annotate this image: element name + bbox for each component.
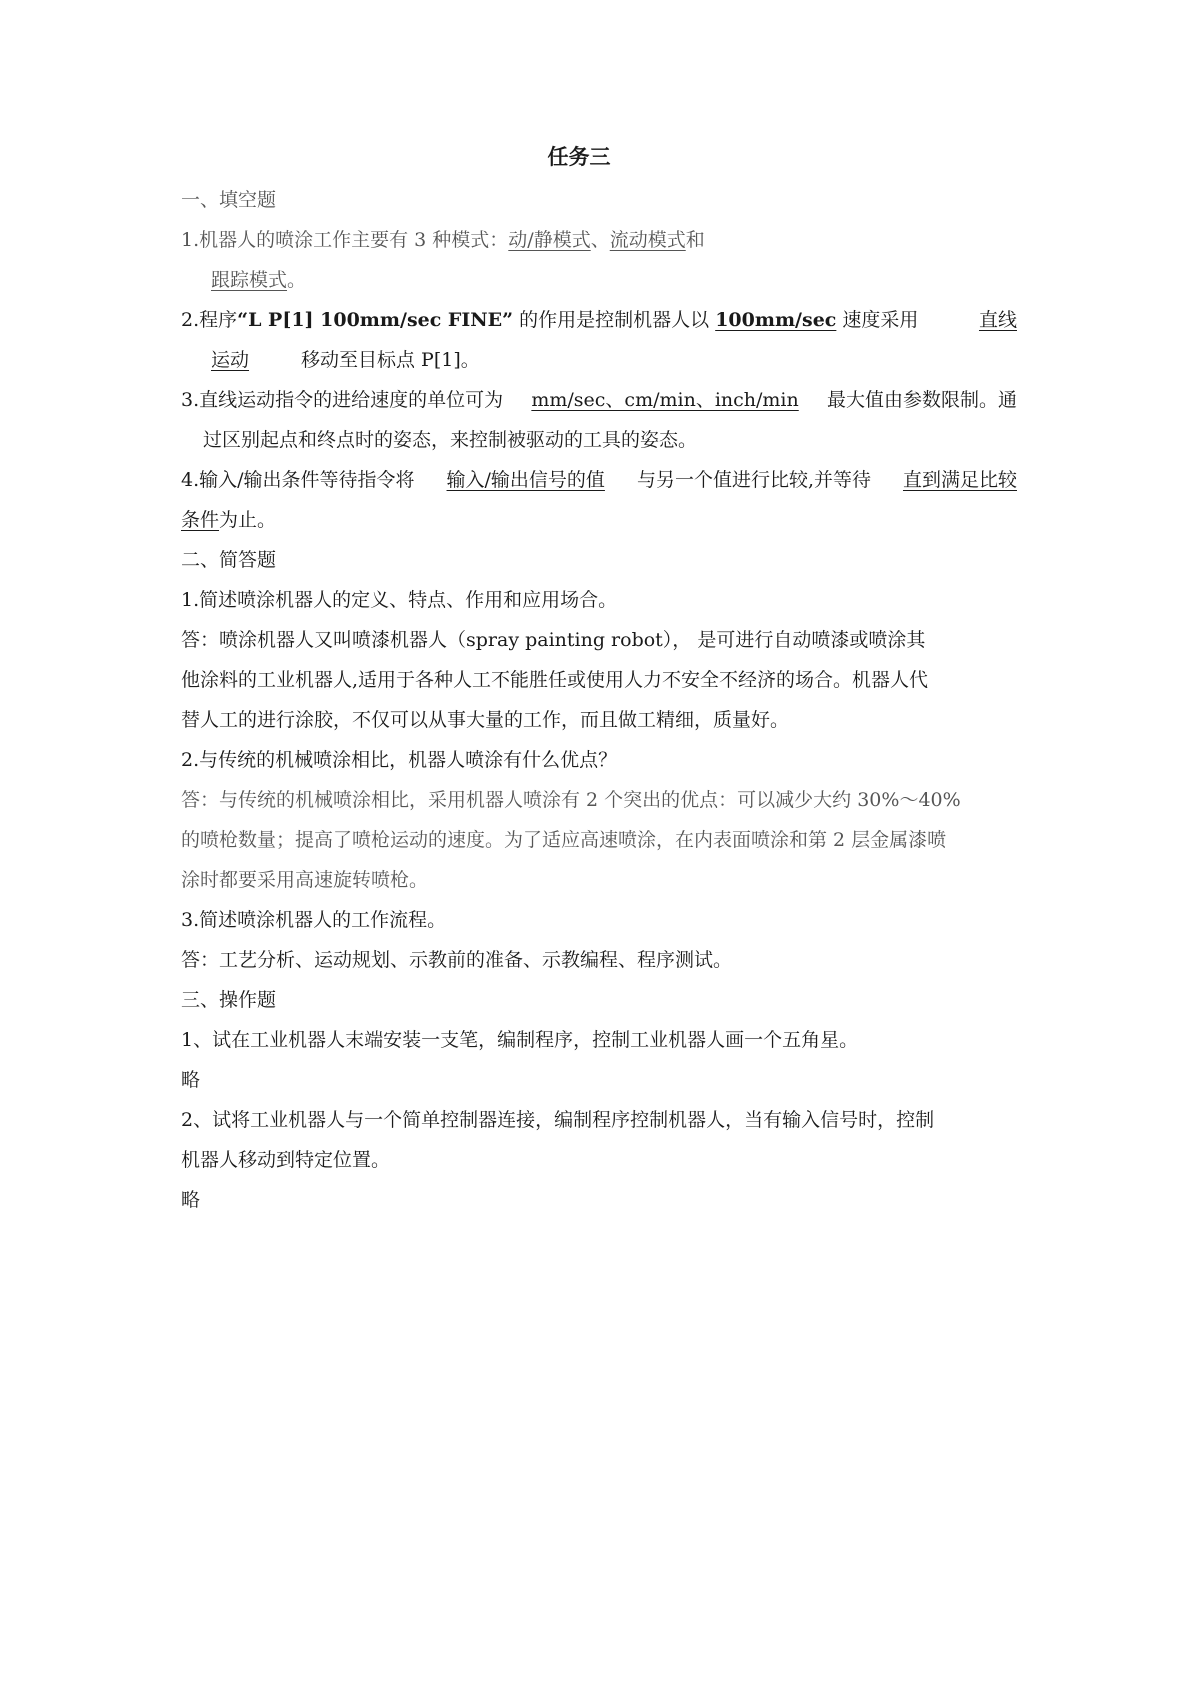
operation-q2-answer: 略	[181, 1189, 201, 1211]
fill-q2-mid2: 速度采用	[842, 309, 919, 331]
fill-q2-answer1: 100mm/sec	[715, 309, 837, 331]
short-q1-answer-line1: 答：喷涂机器人又叫喷漆机器人（spray painting robot）， 是可进行自动喷漆或喷涂其	[181, 629, 926, 651]
fill-q1-text: 1.机器人的喷涂工作主要有 3 种模式：	[181, 229, 509, 251]
operation-q2-question-line1: 2、试将工业机器人与一个简单控制器连接，编制程序控制机器人，当有输入信号时，控制	[181, 1109, 935, 1131]
fill-q2-answer2b-text: 运动	[211, 349, 250, 371]
fill-q1-answer3: 跟踪模式	[211, 269, 288, 291]
fill-q3-text: 3.直线运动指令的进给速度的单位可为	[181, 389, 504, 411]
fill-q4-line2	[181, 500, 1017, 540]
fill-q4-line1	[181, 460, 1017, 500]
short-q2-answer-line2: 的喷枪数量；提高了喷枪运动的速度。为了适应高速喷涂，在内表面喷涂和第 2 层金属漆喷	[181, 829, 947, 851]
fill-q1-line1	[181, 220, 1017, 260]
fill-q4-end: 为止。	[219, 509, 277, 531]
fill-q3-line2: 过区别起点和终点时的姿态，来控制被驱动的工具的姿态。	[203, 429, 698, 451]
fill-q4-answer1: 输入/输出信号的值	[446, 469, 605, 491]
fill-q2-answer2a-text: 直线	[978, 309, 1017, 331]
fill-q2-end: 移动至目标点 P[1]。	[301, 349, 480, 371]
operation-q2-question-line2: 机器人移动到特定位置。	[181, 1149, 391, 1171]
fill-q1-end: 。	[287, 269, 307, 291]
section-heading-fill-blank: 一、填空题	[181, 189, 277, 211]
fill-q4-answer2a: 直到满足比较	[902, 469, 1017, 491]
fill-q2-lead	[181, 300, 918, 340]
fill-q2-line1	[181, 300, 1017, 340]
operation-q1-answer: 略	[181, 1069, 201, 1091]
fill-q2-line2	[181, 340, 1017, 380]
fill-q3-answer1: mm/sec、cm/min、inch/min	[531, 389, 799, 411]
fill-q1-line2	[181, 260, 1017, 300]
fill-q4-answer2b: 条件	[181, 509, 220, 531]
section-heading-operation: 三、操作题	[181, 989, 277, 1011]
fill-q3-mid: 最大值由参数限制。通	[826, 389, 1017, 411]
short-q3-answer: 答：工艺分析、运动规划、示教前的准备、示教编程、程序测试。	[181, 949, 733, 971]
fill-q4-mid: 与另一个值进行比较,并等待	[636, 469, 871, 491]
page-title: 任务三	[547, 144, 611, 169]
fill-q1-separator: 、	[590, 229, 610, 251]
short-q2-answer-line1: 答：与传统的机械喷涂相比，采用机器人喷涂有 2 个突出的优点：可以减少大约 30%～40%	[181, 789, 961, 811]
short-q3-question: 3.简述喷涂机器人的工作流程。	[181, 909, 447, 931]
fill-q4-text: 4.输入/输出条件等待指令将	[181, 469, 415, 491]
short-q1-question: 1.简述喷涂机器人的定义、特点、作用和应用场合。	[181, 589, 618, 611]
section-heading-short-answer: 二、简答题	[181, 549, 277, 571]
fill-q3-line1	[181, 380, 1017, 420]
fill-q2-text: 2.程序	[181, 309, 238, 331]
fill-q2-mid: 的作用是控制机器人以	[519, 309, 710, 331]
fill-q2-code: “L P[1] 100mm/sec FINE”	[237, 309, 514, 331]
short-q1-answer-line3: 替人工的进行涂胶，不仅可以从事大量的工作，而且做工精细，质量好。	[181, 709, 790, 731]
short-q2-answer-line3: 涂时都要采用高速旋转喷枪。	[181, 869, 429, 891]
fill-q1-answer1: 动/静模式	[508, 229, 591, 251]
short-q2-question: 2.与传统的机械喷涂相比，机器人喷涂有什么优点？	[181, 749, 618, 771]
short-q1-answer-line2: 他涂料的工业机器人,适用于各种人工不能胜任或使用人力不安全不经济的场合。机器人代	[181, 669, 929, 691]
fill-q2-answer2a	[927, 300, 1017, 340]
fill-q1-and: 和	[685, 229, 705, 251]
fill-q2-answer2b	[211, 349, 301, 371]
operation-q1-question: 1、试在工业机器人末端安装一支笔，编制程序，控制工业机器人画一个五角星。	[181, 1029, 859, 1051]
fill-q1-answer2: 流动模式	[609, 229, 686, 251]
document-page	[181, 140, 1017, 1220]
